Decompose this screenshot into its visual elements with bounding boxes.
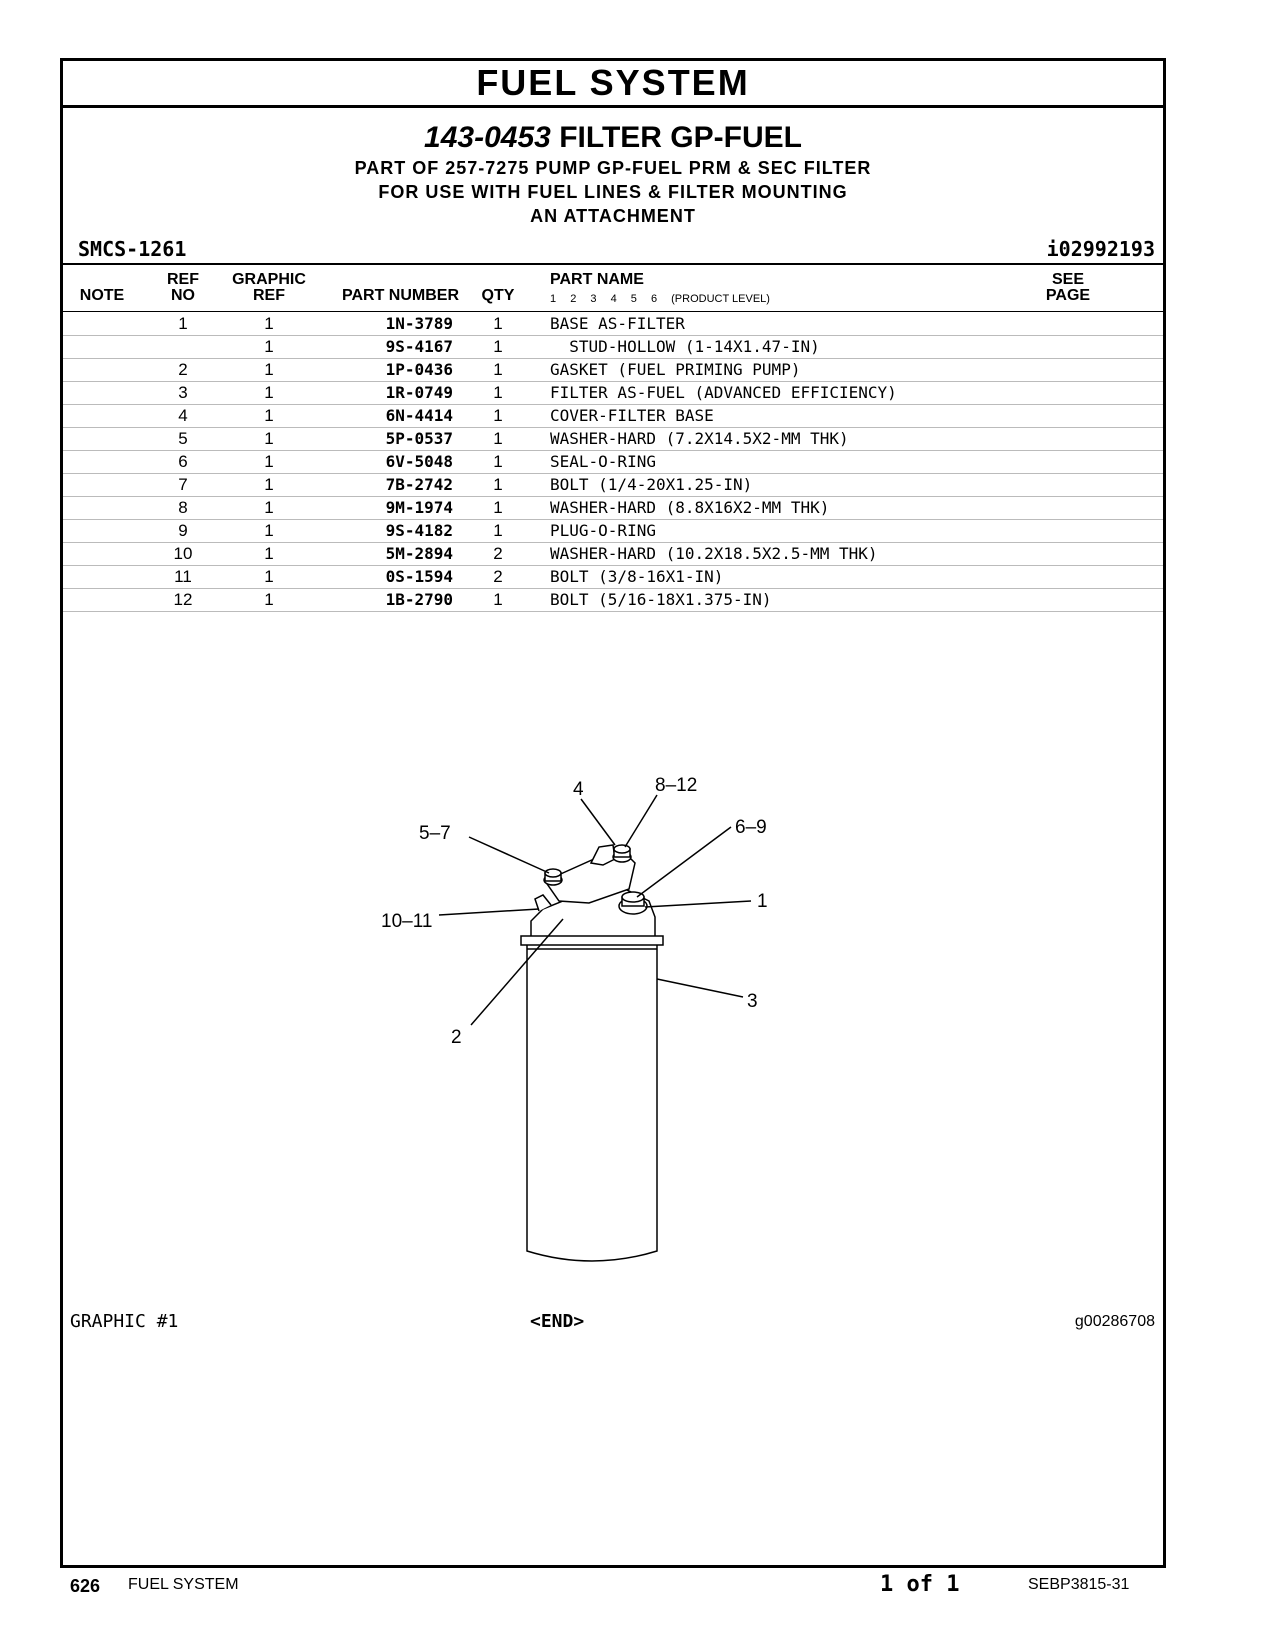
graphic-ref: 1 — [264, 521, 274, 540]
ref-no: 11 — [174, 567, 192, 586]
table-header-divider — [63, 311, 1163, 312]
graphic-ref: 1 — [264, 567, 274, 586]
leader-1 — [645, 901, 751, 907]
part-number: 1P-0436 — [385, 360, 453, 379]
table-row — [63, 336, 1163, 359]
graphic-ref: 1 — [264, 452, 274, 471]
filter-diagram — [363, 761, 883, 1281]
col-graphic-1: GRAPHIC — [232, 271, 306, 288]
part-name: BASE AS-FILTER — [550, 314, 685, 333]
leader-3 — [657, 979, 743, 997]
subtitle-line-1: PART OF 257-7275 PUMP GP-FUEL PRM & SEC FILTER — [354, 158, 872, 178]
leader-8-12 — [625, 795, 657, 847]
ref-no: 10 — [173, 544, 193, 563]
table-row — [63, 497, 1163, 520]
table-row — [63, 382, 1163, 405]
col-part-name: PART NAME — [550, 271, 644, 288]
part-name: BOLT (1/4-20X1.25-IN) — [550, 475, 753, 494]
levels-note: (PRODUCT LEVEL) — [671, 293, 770, 305]
qty: 2 — [493, 567, 503, 586]
table-row — [63, 405, 1163, 428]
col-note: NOTE — [79, 287, 125, 304]
leader-4 — [581, 799, 615, 845]
graphic-ref: 1 — [264, 544, 274, 563]
col-ref-2: NO — [171, 287, 195, 304]
table-row — [63, 313, 1163, 336]
page-frame — [60, 58, 1166, 1568]
ref-no: 9 — [178, 521, 188, 540]
level-1: 1 — [550, 293, 557, 305]
part-name: BOLT (3/8-16X1-IN) — [550, 567, 724, 586]
graphic-ref: 1 — [264, 498, 274, 517]
leader-10-11 — [439, 909, 539, 915]
level-2: 2 — [570, 293, 577, 305]
level-4: 4 — [610, 293, 617, 305]
part-name: STUD-HOLLOW (1-14X1.47-IN) — [550, 337, 820, 356]
part-name: SEAL-O-RING — [550, 452, 656, 471]
qty: 1 — [493, 337, 503, 356]
subtitle-line-2: FOR USE WITH FUEL LINES & FILTER MOUNTING — [378, 182, 848, 202]
table-row — [63, 589, 1163, 612]
part-number: 1B-2790 — [385, 590, 453, 609]
header-divider — [63, 263, 1163, 265]
graphic-ref: 1 — [264, 337, 274, 356]
table-row — [63, 451, 1163, 474]
part-number: 0S-1594 — [385, 567, 453, 586]
part-number: 1R-0749 — [385, 383, 453, 402]
document-ident: i02992193 — [1046, 237, 1155, 261]
filter-canister — [527, 943, 657, 1261]
col-see-page-1: SEE — [1051, 271, 1084, 288]
part-number: 9M-1974 — [385, 498, 453, 517]
callout-4: 4 — [573, 779, 584, 800]
ref-no: 6 — [178, 452, 188, 471]
qty: 1 — [493, 521, 503, 540]
part-number: 6V-5048 — [385, 452, 453, 471]
qty: 1 — [493, 406, 503, 425]
part-number: 5P-0537 — [385, 429, 453, 448]
part-number: 5M-2894 — [385, 544, 453, 563]
qty: 1 — [493, 498, 503, 517]
group-name: FILTER GP-FUEL — [559, 121, 802, 154]
graphic-id: g00286708 — [1074, 1313, 1155, 1330]
callout-6-9: 6–9 — [735, 817, 767, 838]
part-name: GASKET (FUEL PRIMING PUMP) — [550, 360, 801, 379]
table-row — [63, 359, 1163, 382]
part-name: WASHER-HARD (8.8X16X2-MM THK) — [550, 498, 830, 517]
qty: 1 — [493, 383, 503, 402]
ref-no: 3 — [178, 383, 188, 402]
callout-10-11: 10–11 — [381, 911, 433, 932]
graphic-ref: 1 — [264, 360, 274, 379]
table-row — [63, 566, 1163, 589]
qty: 1 — [493, 475, 503, 494]
graphic-ref: 1 — [264, 429, 274, 448]
callout-8-12: 8–12 — [655, 775, 698, 796]
ref-no: 5 — [178, 429, 188, 448]
ref-no: 1 — [178, 314, 188, 333]
graphic-label: GRAPHIC #1 — [70, 1311, 179, 1332]
part-name: BOLT (5/16-18X1.375-IN) — [550, 590, 772, 609]
ref-no: 7 — [178, 475, 188, 494]
graphic-ref: 1 — [264, 406, 274, 425]
level-5: 5 — [630, 293, 637, 305]
leader-5-7 — [469, 837, 549, 873]
qty: 2 — [493, 544, 503, 563]
table-row — [63, 428, 1163, 451]
graphic-ref: 1 — [264, 475, 274, 494]
part-number: 6N-4414 — [385, 406, 453, 425]
ref-no: 4 — [178, 406, 188, 425]
level-3: 3 — [590, 293, 597, 305]
qty: 1 — [493, 360, 503, 379]
callout-1: 1 — [757, 891, 768, 912]
qty: 1 — [493, 452, 503, 471]
section-title: FUEL SYSTEM — [63, 61, 1163, 108]
smcs-code: SMCS-1261 — [78, 237, 187, 261]
part-name: WASHER-HARD (7.2X14.5X2-MM THK) — [550, 429, 849, 448]
qty: 1 — [493, 429, 503, 448]
part-name: PLUG-O-RING — [550, 521, 656, 540]
col-ref-1: REF — [167, 271, 199, 288]
table-row — [63, 520, 1163, 543]
part-number: 7B-2742 — [385, 475, 453, 494]
col-graphic-2: REF — [253, 287, 285, 304]
group-part-number: 143-0453 — [424, 121, 551, 154]
callout-2: 2 — [451, 1027, 462, 1048]
table-row — [63, 474, 1163, 497]
parts-table — [63, 313, 1163, 612]
product-levels — [550, 293, 781, 305]
graphic-ref: 1 — [264, 314, 274, 333]
subtitle-line-3: AN ATTACHMENT — [530, 206, 696, 226]
callout-3: 3 — [747, 991, 758, 1012]
graphic-ref: 1 — [264, 383, 274, 402]
part-number: 9S-4167 — [385, 337, 453, 356]
graphic-ref: 1 — [264, 590, 274, 609]
qty: 1 — [493, 314, 503, 333]
part-name: FILTER AS-FUEL (ADVANCED EFFICIENCY) — [550, 383, 897, 402]
part-name: WASHER-HARD (10.2X18.5X2.5-MM THK) — [550, 544, 878, 563]
part-number: 9S-4182 — [385, 521, 453, 540]
col-part-number: PART NUMBER — [341, 287, 459, 304]
end-marker: <END> — [530, 1311, 585, 1332]
footer-section: FUEL SYSTEM — [128, 1576, 239, 1593]
ref-no: 2 — [178, 360, 188, 379]
leader-6-9 — [637, 827, 731, 897]
col-see-page-2: PAGE — [1045, 287, 1091, 304]
qty: 1 — [493, 590, 503, 609]
footer-doc-number: SEBP3815-31 — [1028, 1576, 1130, 1593]
level-6: 6 — [650, 293, 658, 305]
ref-no: 12 — [173, 590, 193, 609]
col-qty: QTY — [481, 287, 515, 304]
footer-page-of: 1 of 1 — [880, 1572, 960, 1597]
table-row — [63, 543, 1163, 566]
footer-page-number: 626 — [70, 1576, 101, 1596]
part-name: COVER-FILTER BASE — [550, 406, 714, 425]
callout-5-7: 5–7 — [419, 823, 451, 844]
part-number: 1N-3789 — [385, 314, 453, 333]
ref-no: 8 — [178, 498, 188, 517]
group-title — [63, 121, 1163, 155]
